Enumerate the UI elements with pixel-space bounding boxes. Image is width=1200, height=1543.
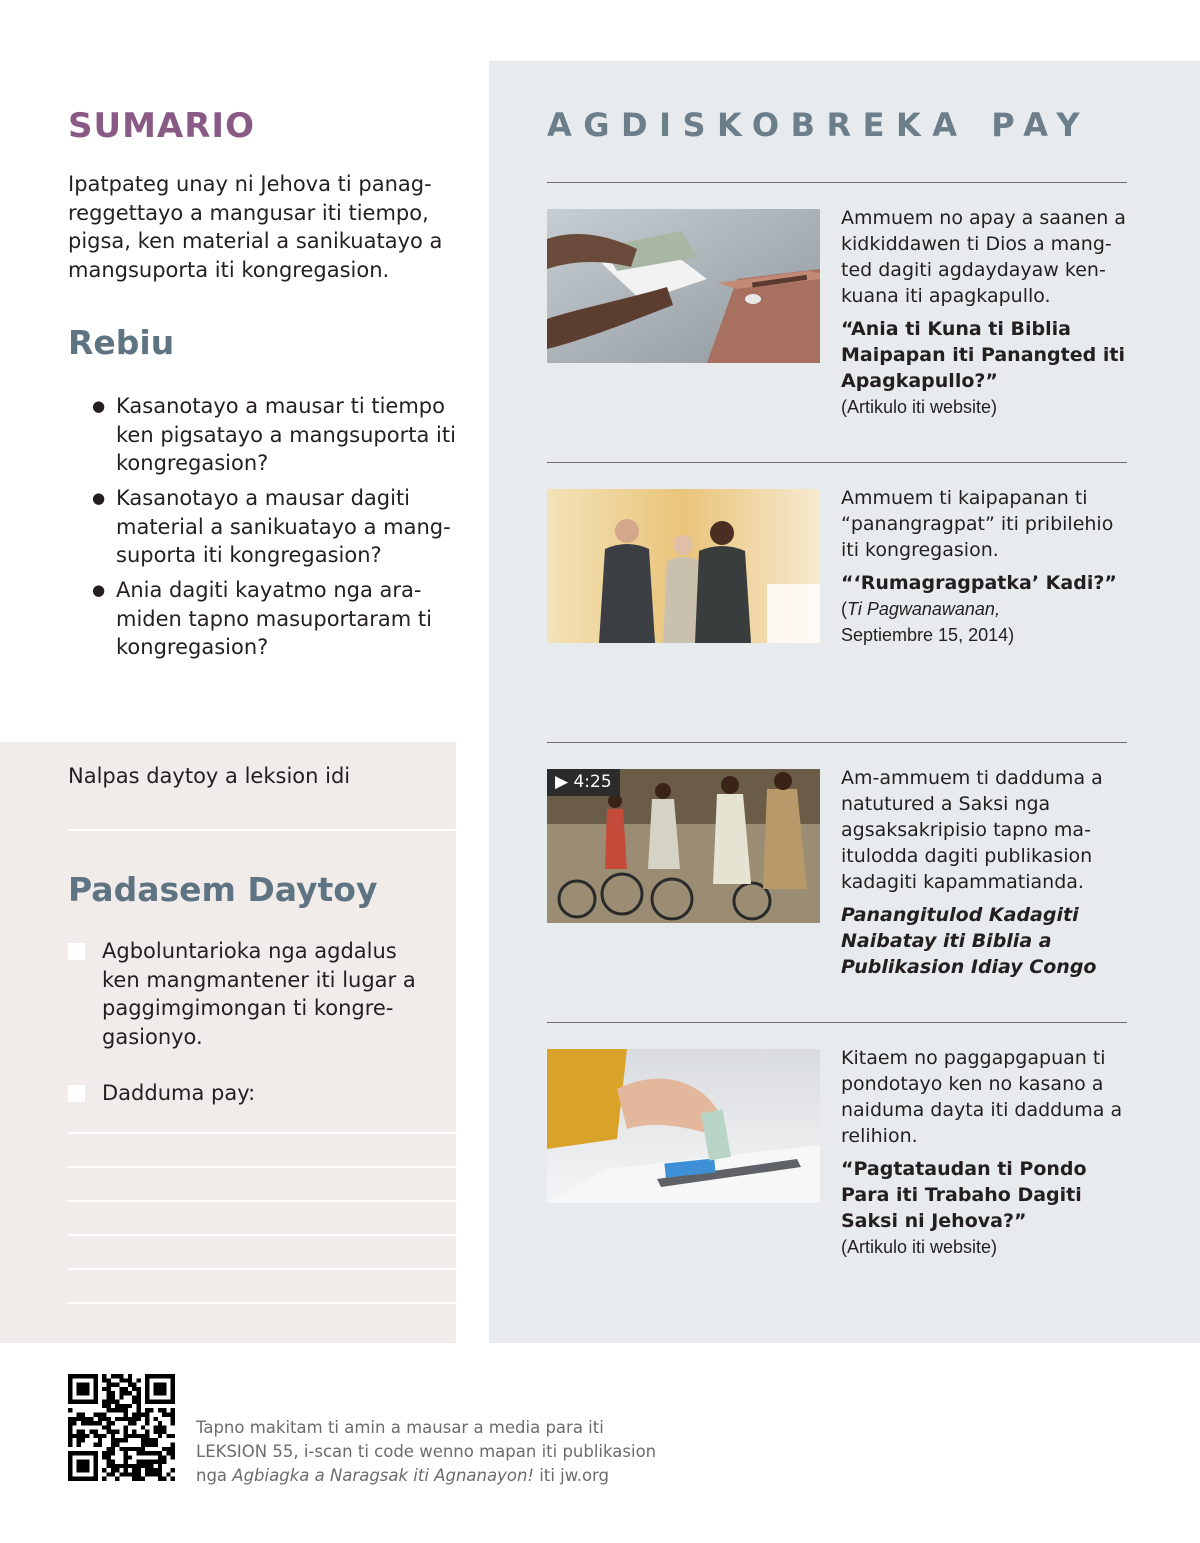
review-question: ● Kasanotayo a mausar dagiti material a sanikuatayo a mangsuporta iti kongregasion? — [92, 484, 462, 570]
checkbox[interactable] — [68, 1085, 85, 1102]
publication-title: Agbiagka a Naragsak iti Agnanayon! — [232, 1466, 535, 1485]
footer-text — [196, 1416, 716, 1488]
lesson-date-line[interactable] — [68, 829, 456, 831]
entry-title-link[interactable]: “Ania ti Kuna ti Biblia Maipapan iti Panangted iti Apagkapullo?” — [841, 318, 1125, 392]
footer-line: LEKSION 55, i-scan ti code wenno mapan iti publikasion — [196, 1442, 657, 1461]
review-question-list — [92, 392, 462, 668]
writing-line[interactable] — [68, 1166, 456, 1168]
contribution-slot-photo-icon[interactable] — [547, 1049, 820, 1203]
video-duration: 4:25 — [573, 772, 612, 792]
entry-source-date: Septiembre 15, 2014) — [841, 625, 1015, 645]
qr-code-icon[interactable] — [68, 1374, 175, 1481]
try-this-item — [68, 937, 428, 1051]
divider — [547, 462, 1127, 463]
entry-description: Ammuem no apay a saanen a kidkiddawen ti Dios a mangted dagiti agdaydayaw kenkuana iti apagkapullo. — [841, 207, 1126, 307]
try-this-item — [68, 1079, 428, 1108]
entry-source: (Artikulo iti website) — [841, 1237, 998, 1257]
writing-line[interactable] — [68, 1302, 456, 1304]
entry-source: (Artikulo iti website) — [841, 397, 998, 417]
writing-line[interactable] — [68, 1268, 456, 1270]
entry-description: Kitaem no paggapgapuan ti pondotayo ken no kasano a naiduma dayta iti dadduma a relihion. — [841, 1047, 1123, 1147]
review-title: Rebiu — [68, 323, 175, 362]
writing-line[interactable] — [68, 1132, 456, 1134]
footer-line: Tapno makitam ti amin a mausar a media para iti — [196, 1418, 604, 1437]
play-icon: ▶ — [555, 772, 569, 792]
writing-line[interactable] — [68, 1234, 456, 1236]
brothers-talking-photo-icon[interactable] — [547, 489, 820, 643]
entry-title-link[interactable]: “‘Rumagragpatka’ Kadi?” — [841, 572, 1117, 594]
entry-title-link[interactable]: Panangitulod Kadagiti Naibatay iti Biblia a Publikasion Idiay Congo — [841, 904, 1097, 978]
divider — [547, 742, 1127, 743]
entry-source-open: ( — [841, 599, 847, 619]
entry-title-link[interactable]: “Pagtataudan ti Pondo Para iti Trabaho Dagiti Saksi ni Jehova?” — [841, 1158, 1087, 1232]
try-this-title: Padasem Daytoy — [68, 870, 378, 909]
checkbox[interactable] — [68, 943, 85, 960]
summary-text: Ipatpateg unay ni Jehova ti panagreggettayo a mangusar iti tiempo, pigsa, ken material a sanikuatayo a mangsuporta iti kongregasion. — [68, 172, 443, 282]
bicycles-video-icon[interactable] — [547, 769, 820, 923]
divider — [547, 182, 1127, 183]
try-this-item-text: Dadduma pay: — [102, 1081, 256, 1105]
footer-text-prefix: nga — [196, 1466, 233, 1485]
writing-line[interactable] — [68, 1200, 456, 1202]
discover-title: AGDISKOBREKA PAY — [547, 106, 1092, 144]
divider — [547, 1022, 1127, 1023]
review-question: ● Ania dagiti kayatmo nga aramiden tapno masuportaram ti kongregasion? — [92, 576, 462, 662]
donation-box-photo-icon[interactable] — [547, 209, 820, 363]
footer-text-suffix: iti jw.org — [534, 1466, 610, 1485]
summary-title: SUMARIO — [68, 106, 255, 146]
review-question: ● Kasanotayo a mausar ti tiempo ken pigsatayo a mangsuporta iti kongregasion? — [92, 392, 462, 478]
video-duration-badge — [547, 769, 620, 796]
entry-source-italic: Ti Pagwanawanan, — [847, 599, 1000, 619]
footer-line — [196, 1464, 716, 1488]
try-this-item-text: Agboluntarioka nga agdalus ken mangmantener iti lugar a paggimgimongan ti kongregasionyo. — [102, 939, 416, 1049]
entry-description: Ammuem ti kaipapanan ti “panangragpat” iti pribilehio iti kongregasion. — [841, 487, 1114, 561]
entry-source — [841, 596, 1131, 648]
entry-description: Am-ammuem ti dadduma a natutured a Saksi nga agsaksakripisio tapno maitulodda dagiti publikasion kadagiti kapammatianda. — [841, 767, 1103, 893]
lesson-completed-label: Nalpas daytoy a leksion idi — [68, 764, 351, 788]
